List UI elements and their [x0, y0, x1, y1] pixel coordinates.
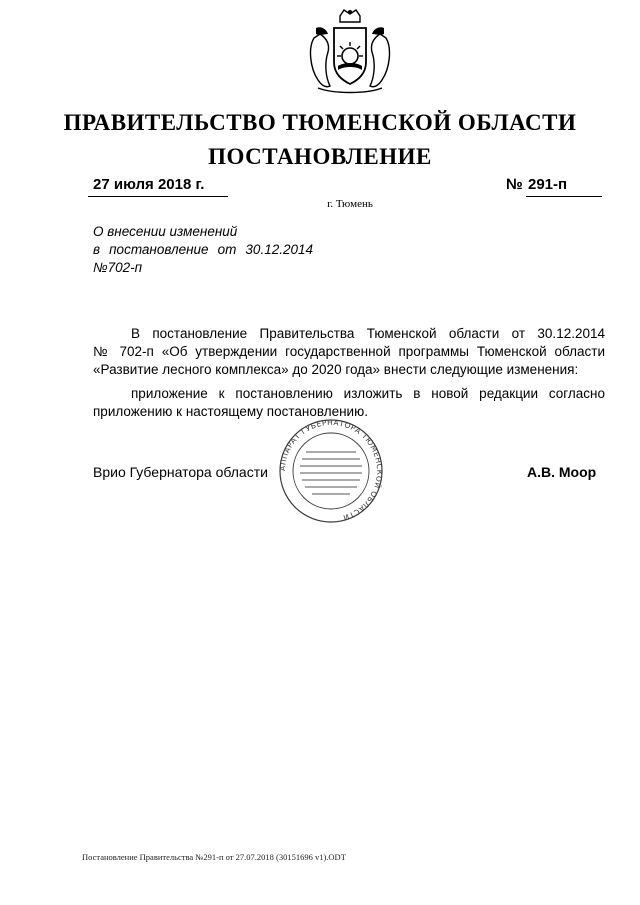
document-number: 291-п — [528, 176, 568, 193]
subject-line-3: №702-п — [93, 260, 143, 275]
number-underline — [526, 196, 602, 197]
body-line-3: «Развитие лесного комплекса» до 2020 года» внести следующие изменения: — [93, 362, 579, 377]
document-type: ПОСТАНОВЛЕНИЕ — [208, 144, 432, 169]
signatory-name: А.В. Моор — [527, 464, 597, 480]
footer-file-reference: Постановление Правительства №291-п от 27.07.2018 (30151696 v1).ODT — [82, 852, 346, 862]
body-line-4: приложение к постановлению изложить в новой редакции согласно — [131, 386, 605, 401]
subject-line-1: О внесении изменений — [93, 224, 238, 239]
body-line-5: приложению к настоящему постановлению. — [93, 404, 368, 419]
subject-line-2: в постановление от 30.12.2014 — [93, 242, 313, 257]
document-date: 27 июля 2018 г. — [93, 176, 205, 193]
body-line-2: № 702-п «Об утверждении государственной программы Тюменской области — [93, 344, 605, 359]
round-seal-stamp-icon — [272, 418, 390, 524]
stamp-ring-text: АППАРАТ ГУБЕРНАТОРА ТЮМЕНСКОЙ ОБЛАСТИ — [277, 418, 385, 523]
body-line-1: В постановление Правительства Тюменской области от 30.12.2014 — [131, 326, 605, 341]
signatory-title: Врио Губернатора области — [93, 464, 268, 480]
government-title: ПРАВИТЕЛЬСТВО ТЮМЕНСКОЙ ОБЛАСТИ — [63, 110, 577, 135]
tyumen-coat-of-arms-icon — [304, 8, 396, 96]
date-underline — [88, 196, 228, 197]
number-label: № — [506, 176, 523, 193]
city-label: г. Тюмень — [327, 198, 373, 210]
